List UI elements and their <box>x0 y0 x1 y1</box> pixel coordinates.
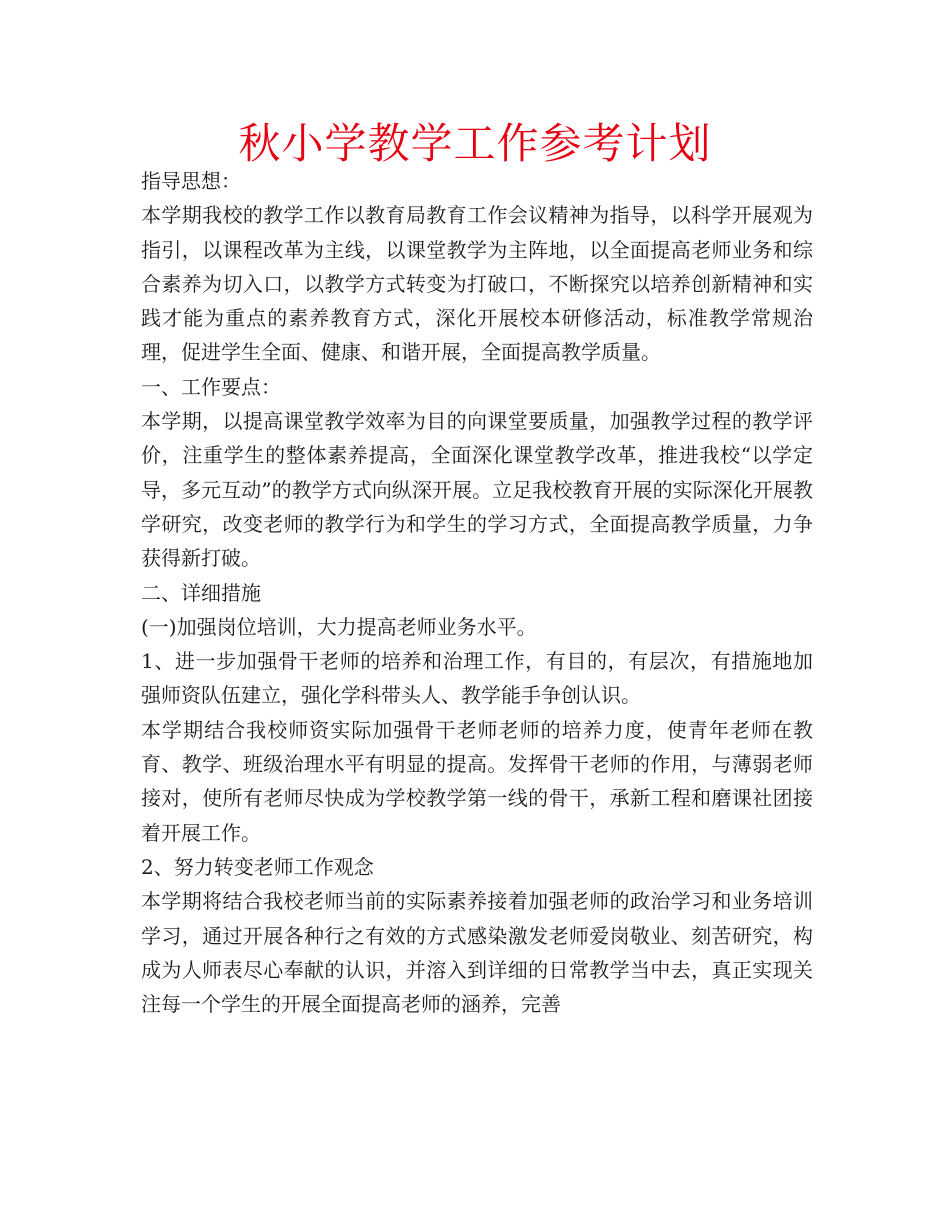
heading-guiding-thought: 指导思想： <box>141 169 241 193</box>
document-title: 秋小学教学工作参考计划 <box>238 119 712 168</box>
paragraph-guiding-thought: 本学期我校的教学工作以教育局教育工作会议精神为指导，以科学开展观为指引，以课程改革为主线，以课堂教学为主阵地，以全面提高老师业务和综合素养为切入口，以教学方式转变为打破口，不断探究以培养创新精神和实践才能为重点的素养教育方式，深化开展校本研修活动，标准教学常规治理，促进学生全面、健康、和谐开展，全面提高教学质量。 <box>141 203 813 365</box>
item-2-heading: 2、努力转变老师工作观念 <box>141 854 374 879</box>
document-body <box>141 164 813 1021</box>
heading-detailed-measures: 二、详细措施 <box>141 580 261 605</box>
item-2-paragraph: 本学期将结合我校老师当前的实际素养接着加强老师的政治学习和业务培训学习，通过开展各种行之有效的方式感染激发老师爱岗敬业、刻苦研究，构成为人师表尽心奉献的认识，并溶入到详细的日常教学当中去，真正实现关注每一个学生的开展全面提高老师的涵养，完善 <box>141 889 813 1017</box>
heading-work-points: 一、工作要点： <box>141 374 281 399</box>
paragraph-work-points: 本学期，以提高课堂教学效率为目的向课堂要质量，加强教学过程的教学评价，注重学生的整体素养提高，全面深化课堂教学改革，推进我校“以学定导，多元互动”的教学方式向纵深开展。立足我校教育开展的实际深化开展教学研究，改变老师的教学行为和学生的学习方式，全面提高教学质量，力争获得新打破。 <box>141 409 813 571</box>
item-1-paragraph: 本学期结合我校师资实际加强骨干老师老师的培养力度，使青年老师在教育、教学、班级治理水平有明显的提高。发挥骨干老师的作用，与薄弱老师接对，使所有老师尽快成为学校教学第一线的骨干，承新工程和磨课社团接着开展工作。 <box>141 717 813 845</box>
item-1-heading: 1、进一步加强骨干老师的培养和治理工作，有目的，有层次，有措施地加强师资队伍建立，强化学科带头人、教学能手争创认识。 <box>141 649 813 708</box>
subheading-training: (一)加强岗位培训，大力提高老师业务水平。 <box>141 614 537 639</box>
